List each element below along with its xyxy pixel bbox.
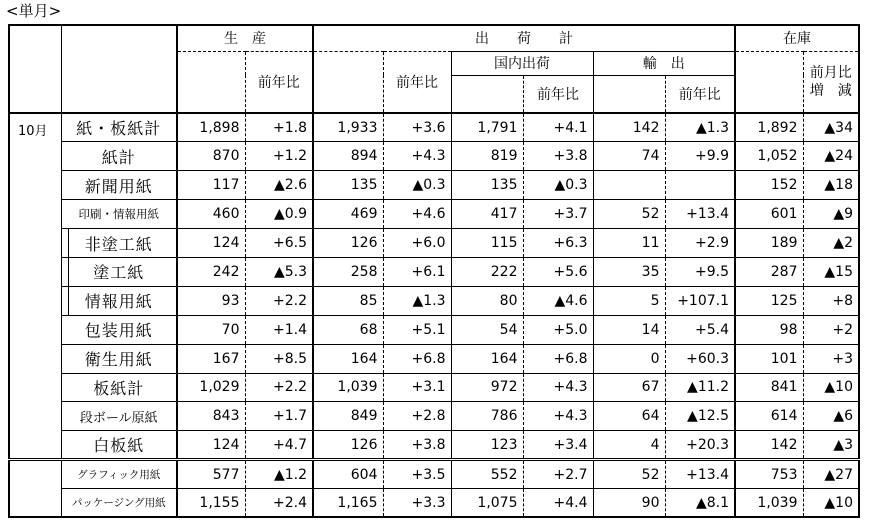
- cell-inv-mom: ▲6: [803, 402, 859, 431]
- cell-prod: 843: [177, 402, 245, 431]
- cell-dom: 1,791: [451, 113, 523, 142]
- cell-inv-mom: ▲24: [803, 142, 859, 171]
- indent-rule: [68, 229, 69, 257]
- indent-rule: [68, 287, 69, 315]
- cell-inv-mom: ▲15: [803, 257, 859, 286]
- cell-prod: 124: [177, 229, 245, 258]
- cell-ship: 126: [313, 431, 383, 460]
- row-label-text: 紙・板紙計: [76, 119, 162, 139]
- cell-exp: 52: [593, 460, 665, 489]
- cell-inv: 841: [735, 373, 803, 402]
- indent-rule: [68, 258, 69, 286]
- header-blank-label: [61, 25, 177, 113]
- table-row: [9, 344, 859, 373]
- row-label: [61, 142, 177, 171]
- cell-inv-mom: ▲9: [803, 200, 859, 229]
- cell-inv: 601: [735, 200, 803, 229]
- header-production: 生 産: [177, 25, 313, 51]
- cell-dom: 417: [451, 200, 523, 229]
- header-inv-mom: [803, 51, 859, 113]
- cell-ship: 258: [313, 257, 383, 286]
- cell-exp: 90: [593, 489, 665, 518]
- header-ship-yoy: 前年比: [383, 51, 451, 113]
- cell-ship-yoy: +4.3: [383, 142, 451, 171]
- cell-ship-yoy: +6.1: [383, 257, 451, 286]
- cell-dom-yoy: +3.4: [523, 431, 593, 460]
- row-label: [61, 257, 177, 286]
- cell-ship-yoy: +3.5: [383, 460, 451, 489]
- row-label-text: 情報用紙: [84, 292, 153, 312]
- cell-ship-yoy: ▲1.3: [383, 286, 451, 315]
- table-row: [9, 315, 859, 344]
- cell-dom-yoy: ▲4.6: [523, 286, 593, 315]
- cell-prod-yoy: +6.5: [245, 229, 313, 258]
- cell-prod-yoy: +4.7: [245, 431, 313, 460]
- header-prod-yoy: 前年比: [245, 51, 313, 113]
- cell-exp: 67: [593, 373, 665, 402]
- cell-prod-yoy: ▲2.6: [245, 171, 313, 200]
- row-label: [61, 315, 177, 344]
- cell-prod-yoy: +1.7: [245, 402, 313, 431]
- cell-inv: 142: [735, 431, 803, 460]
- cell-exp: 5: [593, 286, 665, 315]
- cell-ship-yoy: +6.0: [383, 229, 451, 258]
- cell-exp: 4: [593, 431, 665, 460]
- cell-ship: 1,933: [313, 113, 383, 142]
- cell-exp-yoy: +13.4: [665, 460, 735, 489]
- row-label: [61, 489, 177, 518]
- cell-exp-yoy: +13.4: [665, 200, 735, 229]
- table-row: [9, 257, 859, 286]
- cell-exp-yoy: +9.5: [665, 257, 735, 286]
- cell-exp-yoy: ▲8.1: [665, 489, 735, 518]
- cell-prod-yoy: ▲1.2: [245, 460, 313, 489]
- cell-prod: 1,029: [177, 373, 245, 402]
- cell-exp-yoy: +5.4: [665, 315, 735, 344]
- row-label-text: 包装用紙: [84, 321, 153, 341]
- cell-dom: 115: [451, 229, 523, 258]
- cell-prod: 577: [177, 460, 245, 489]
- table-row: [9, 229, 859, 258]
- cell-dom-yoy: +5.0: [523, 315, 593, 344]
- cell-ship-yoy: +3.8: [383, 431, 451, 460]
- month-label: 10月: [9, 113, 61, 460]
- cell-dom: 786: [451, 402, 523, 431]
- month-blank: [9, 489, 61, 518]
- cell-dom-yoy: +5.6: [523, 257, 593, 286]
- month-blank: [9, 460, 61, 489]
- cell-prod-yoy: +1.2: [245, 142, 313, 171]
- cell-prod-yoy: +2.2: [245, 286, 313, 315]
- header-exp-blank: [593, 75, 665, 113]
- cell-ship-yoy: +4.6: [383, 200, 451, 229]
- cell-inv-mom: ▲34: [803, 113, 859, 142]
- cell-dom: 54: [451, 315, 523, 344]
- cell-prod-yoy: ▲5.3: [245, 257, 313, 286]
- header-inventory: 在庫: [735, 25, 859, 51]
- cell-exp: [593, 171, 665, 200]
- cell-dom: 819: [451, 142, 523, 171]
- row-label: [61, 431, 177, 460]
- cell-inv: 152: [735, 171, 803, 200]
- row-label-text: グラフィック用紙: [77, 469, 161, 482]
- cell-ship-yoy: +6.8: [383, 344, 451, 373]
- cell-inv: 125: [735, 286, 803, 315]
- header-dom-blank: [451, 75, 523, 113]
- row-label: [61, 460, 177, 489]
- header-dom-yoy: 前年比: [523, 75, 593, 113]
- header-domestic: 国内出荷: [451, 51, 593, 75]
- cell-ship-yoy: +2.8: [383, 402, 451, 431]
- cell-exp-yoy: ▲12.5: [665, 402, 735, 431]
- row-label-text: 塗工紙: [93, 263, 145, 283]
- cell-inv: 1,892: [735, 113, 803, 142]
- cell-prod: 124: [177, 431, 245, 460]
- table-caption: <単月>: [6, 2, 62, 20]
- row-label-text: 非塗工紙: [84, 234, 153, 254]
- cell-exp-yoy: [665, 171, 735, 200]
- cell-inv-mom: ▲10: [803, 373, 859, 402]
- table-row: [9, 489, 859, 518]
- cell-inv-mom: +3: [803, 344, 859, 373]
- cell-exp-yoy: ▲1.3: [665, 113, 735, 142]
- header-mom-line1: 前月比: [809, 64, 852, 81]
- table-row: [9, 431, 859, 460]
- cell-prod: 1,155: [177, 489, 245, 518]
- cell-ship: 135: [313, 171, 383, 200]
- cell-inv-mom: ▲27: [803, 460, 859, 489]
- row-label: [61, 286, 177, 315]
- cell-ship: 85: [313, 286, 383, 315]
- table-row: [9, 142, 859, 171]
- cell-exp-yoy: +60.3: [665, 344, 735, 373]
- cell-exp: 64: [593, 402, 665, 431]
- cell-dom-yoy: ▲0.3: [523, 171, 593, 200]
- row-label-text: 紙計: [101, 147, 136, 167]
- cell-dom: 1,075: [451, 489, 523, 518]
- cell-dom: 80: [451, 286, 523, 315]
- row-label: [61, 229, 177, 258]
- cell-prod: 93: [177, 286, 245, 315]
- cell-ship: 894: [313, 142, 383, 171]
- cell-prod: 167: [177, 344, 245, 373]
- cell-inv: 101: [735, 344, 803, 373]
- cell-prod-yoy: +2.4: [245, 489, 313, 518]
- cell-inv: 287: [735, 257, 803, 286]
- row-label-text: 新聞用紙: [84, 176, 153, 196]
- cell-exp: 11: [593, 229, 665, 258]
- cell-inv-mom: ▲10: [803, 489, 859, 518]
- cell-inv-mom: +8: [803, 286, 859, 315]
- cell-exp-yoy: +20.3: [665, 431, 735, 460]
- cell-inv: 614: [735, 402, 803, 431]
- table-row: [9, 402, 859, 431]
- row-label: [61, 200, 177, 229]
- row-label-text: 板紙計: [93, 378, 145, 398]
- row-label-text: 印刷・情報用紙: [78, 207, 159, 222]
- cell-inv: 1,039: [735, 489, 803, 518]
- table-row: [9, 286, 859, 315]
- cell-dom-yoy: +4.3: [523, 402, 593, 431]
- row-label: [61, 402, 177, 431]
- cell-inv-mom: +2: [803, 315, 859, 344]
- cell-dom-yoy: +4.3: [523, 373, 593, 402]
- row-label-text: 白板紙: [93, 436, 145, 456]
- cell-ship: 1,165: [313, 489, 383, 518]
- header-ship-blank: [313, 51, 383, 113]
- cell-exp-yoy: +2.9: [665, 229, 735, 258]
- cell-ship: 164: [313, 344, 383, 373]
- cell-ship-yoy: +3.3: [383, 489, 451, 518]
- header-exp-yoy: 前年比: [665, 75, 735, 113]
- cell-prod-yoy: ▲0.9: [245, 200, 313, 229]
- cell-exp: 35: [593, 257, 665, 286]
- row-label-text: 段ボール原紙: [79, 410, 158, 426]
- cell-ship: 469: [313, 200, 383, 229]
- table-row: [9, 200, 859, 229]
- cell-inv-mom: ▲3: [803, 431, 859, 460]
- cell-prod: 1,898: [177, 113, 245, 142]
- cell-ship-yoy: ▲0.3: [383, 171, 451, 200]
- table-row: [9, 171, 859, 200]
- cell-exp-yoy: +9.9: [665, 142, 735, 171]
- cell-prod-yoy: +1.4: [245, 315, 313, 344]
- cell-dom: 552: [451, 460, 523, 489]
- cell-exp: 142: [593, 113, 665, 142]
- header-mom-line2: 増 減: [809, 82, 852, 99]
- cell-dom: 123: [451, 431, 523, 460]
- cell-dom-yoy: +3.7: [523, 200, 593, 229]
- cell-prod: 70: [177, 315, 245, 344]
- paper-statistics-table: [8, 24, 860, 518]
- cell-dom-yoy: +6.8: [523, 344, 593, 373]
- cell-ship: 68: [313, 315, 383, 344]
- cell-exp: 14: [593, 315, 665, 344]
- cell-ship: 604: [313, 460, 383, 489]
- cell-prod: 117: [177, 171, 245, 200]
- cell-prod: 460: [177, 200, 245, 229]
- cell-dom-yoy: +4.4: [523, 489, 593, 518]
- cell-dom-yoy: +4.1: [523, 113, 593, 142]
- header-inv-blank: [735, 51, 803, 113]
- row-label-text: 衛生用紙: [84, 350, 153, 370]
- cell-inv: 189: [735, 229, 803, 258]
- cell-exp: 0: [593, 344, 665, 373]
- row-label: [61, 344, 177, 373]
- cell-exp-yoy: ▲11.2: [665, 373, 735, 402]
- cell-dom-yoy: +3.8: [523, 142, 593, 171]
- cell-inv-mom: ▲18: [803, 171, 859, 200]
- cell-ship: 1,039: [313, 373, 383, 402]
- cell-ship-yoy: +3.6: [383, 113, 451, 142]
- table-row: [9, 373, 859, 402]
- cell-inv: 1,052: [735, 142, 803, 171]
- cell-inv: 753: [735, 460, 803, 489]
- cell-ship-yoy: +5.1: [383, 315, 451, 344]
- cell-inv-mom: ▲2: [803, 229, 859, 258]
- row-label: [61, 171, 177, 200]
- cell-dom: 164: [451, 344, 523, 373]
- header-blank-month: [9, 25, 61, 113]
- cell-dom-yoy: +2.7: [523, 460, 593, 489]
- cell-ship-yoy: +3.1: [383, 373, 451, 402]
- cell-prod: 870: [177, 142, 245, 171]
- header-export: 輸 出: [593, 51, 735, 75]
- cell-inv: 98: [735, 315, 803, 344]
- cell-prod-yoy: +2.2: [245, 373, 313, 402]
- cell-dom-yoy: +6.3: [523, 229, 593, 258]
- row-label-text: パッケージング用紙: [71, 497, 166, 510]
- header-shipments: 出 荷 計: [313, 25, 735, 51]
- row-label: [61, 373, 177, 402]
- cell-exp: 52: [593, 200, 665, 229]
- cell-dom: 972: [451, 373, 523, 402]
- header-prod-blank: [177, 51, 245, 113]
- row-label: [61, 113, 177, 142]
- cell-exp: 74: [593, 142, 665, 171]
- cell-prod-yoy: +8.5: [245, 344, 313, 373]
- cell-dom: 135: [451, 171, 523, 200]
- cell-prod: 242: [177, 257, 245, 286]
- cell-ship: 849: [313, 402, 383, 431]
- cell-prod-yoy: +1.8: [245, 113, 313, 142]
- cell-exp-yoy: +107.1: [665, 286, 735, 315]
- cell-ship: 126: [313, 229, 383, 258]
- table-row: [9, 460, 859, 489]
- cell-dom: 222: [451, 257, 523, 286]
- table-row: [9, 113, 859, 142]
